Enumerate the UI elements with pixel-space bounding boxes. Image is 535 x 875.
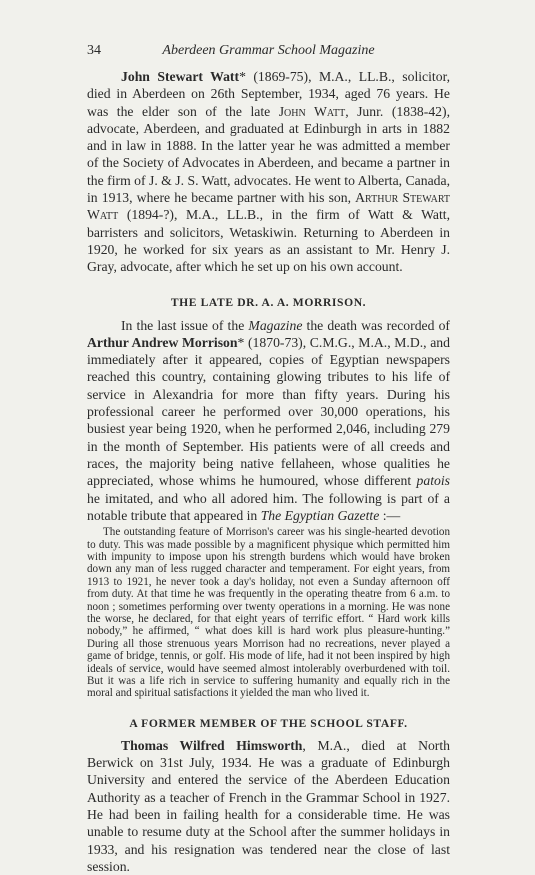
publication-title: The Egyptian Gazette bbox=[260, 507, 380, 523]
section-heading-former-staff: A FORMER MEMBER OF THE SCHOOL STAFF. bbox=[129, 716, 408, 730]
obituary-morrison: In the last issue of the Magazine the death was recorded of Arthur Andrew Morrison* (1870-73), C.M.G., M.A., M.D., and immediately after it appeared, copies of Egyptian newspapers reached this country, containing glowing tributes to his life of service in Alexandria for more than fifty years. During his professional career he performed over 30,000 operations, his busiest year being 1920, when he performed 2,046, including 279 in the month of September. His patients were of all creeds and races, the majority being native fellaheen, whose qualities he appreciated, whose whims he humoured, whose different patois he imitated, and who all adored him. The following is part of a notable tribute that appeared in The Egyptian Gazette :— bbox=[87, 317, 450, 523]
footnote-marker: * bbox=[239, 69, 246, 84]
person-name: Thomas Wilfred Himsworth bbox=[121, 737, 303, 753]
page-header bbox=[87, 40, 450, 62]
person-name: Arthur Andrew Morrison bbox=[87, 334, 238, 350]
person-name: John Stewart Watt bbox=[121, 69, 240, 84]
page-number: 34 bbox=[87, 43, 101, 58]
obituary-himsworth: Thomas Wilfred Himsworth, M.A., died at North Berwick on 31st July, 1934. He was a graduate of Edinburgh University and entered the service of the Aberdeen Education Authority as a teacher of French in the Grammar School in 1927. He had been in failing health for a considerable time. He was unable to resume duty at the School after the summer holidays in 1933, and his resignation was tendered near the close of last session. bbox=[87, 737, 450, 874]
quoted-tribute: The outstanding feature of Morrison's career was his single-hearted devotion to duty. This was made possible by a magnificent physique which permitted him with impunity to impose upon his strength burdens which would have broken down any man of less rugged character and temperament. For eight years, from 1913 to 1921, he never took a day's holiday, not even a Sunday afternoon off from duty. At that time he was frequently in the operating theatre from 6 a.m. to noon ; sometimes performing over twenty operations in a morning. He was none the worse, he declared, for that eight years of terrific effort. “ Hard work kills nobody,” he affirmed, “ what does kill is hard work plus pleasure-hunting.” During all those strenuous years Morrison had no recreations, never played a game of bridge, tennis, or golf. His mode of life, had it not been inspired by high ideals of service, would have seemed almost intolerably overburdened with toil. But it was a life rich in service to suffering humanity and equally rich in the moral and spiritual satisfactions it yielded the man who lived it. bbox=[87, 526, 450, 700]
section-heading-morrison: THE LATE DR. A. A. MORRISON. bbox=[170, 295, 367, 309]
person-name: Arthur Stewart Watt bbox=[87, 190, 451, 223]
obituary-john-stewart-watt: John Stewart Watt* (1869-75), M.A., LL.B., solicitor, died in Aberdeen on 26th September, 1934, aged 76 years. He was the elder son of the late John Watt, Junr. (1838-42), advocate, Aberdeen, and graduated at Edinburgh in arts in 1882 and in law in 1888. In the latter year he was admitted a member of the Society of Advocates in Aberdeen, and became a partner in the firm of J. & J. S. Watt, advocates. He went to Alberta, Canada, in 1913, where he became partner with his son, Arthur Stewart Watt (1894-?), M.A., LL.B., in the firm of Watt & Watt, barristers and solicitors, Wetaskiwin. Returning to Aberdeen in 1920, he worked for six years as an assistant to Mr. Henry J. Gray, advocate, after which he set up on his own account. bbox=[87, 69, 451, 275]
page-content bbox=[87, 68, 450, 875]
running-title: Aberdeen Grammar School Magazine bbox=[162, 43, 375, 58]
person-name: John Watt bbox=[278, 103, 346, 119]
